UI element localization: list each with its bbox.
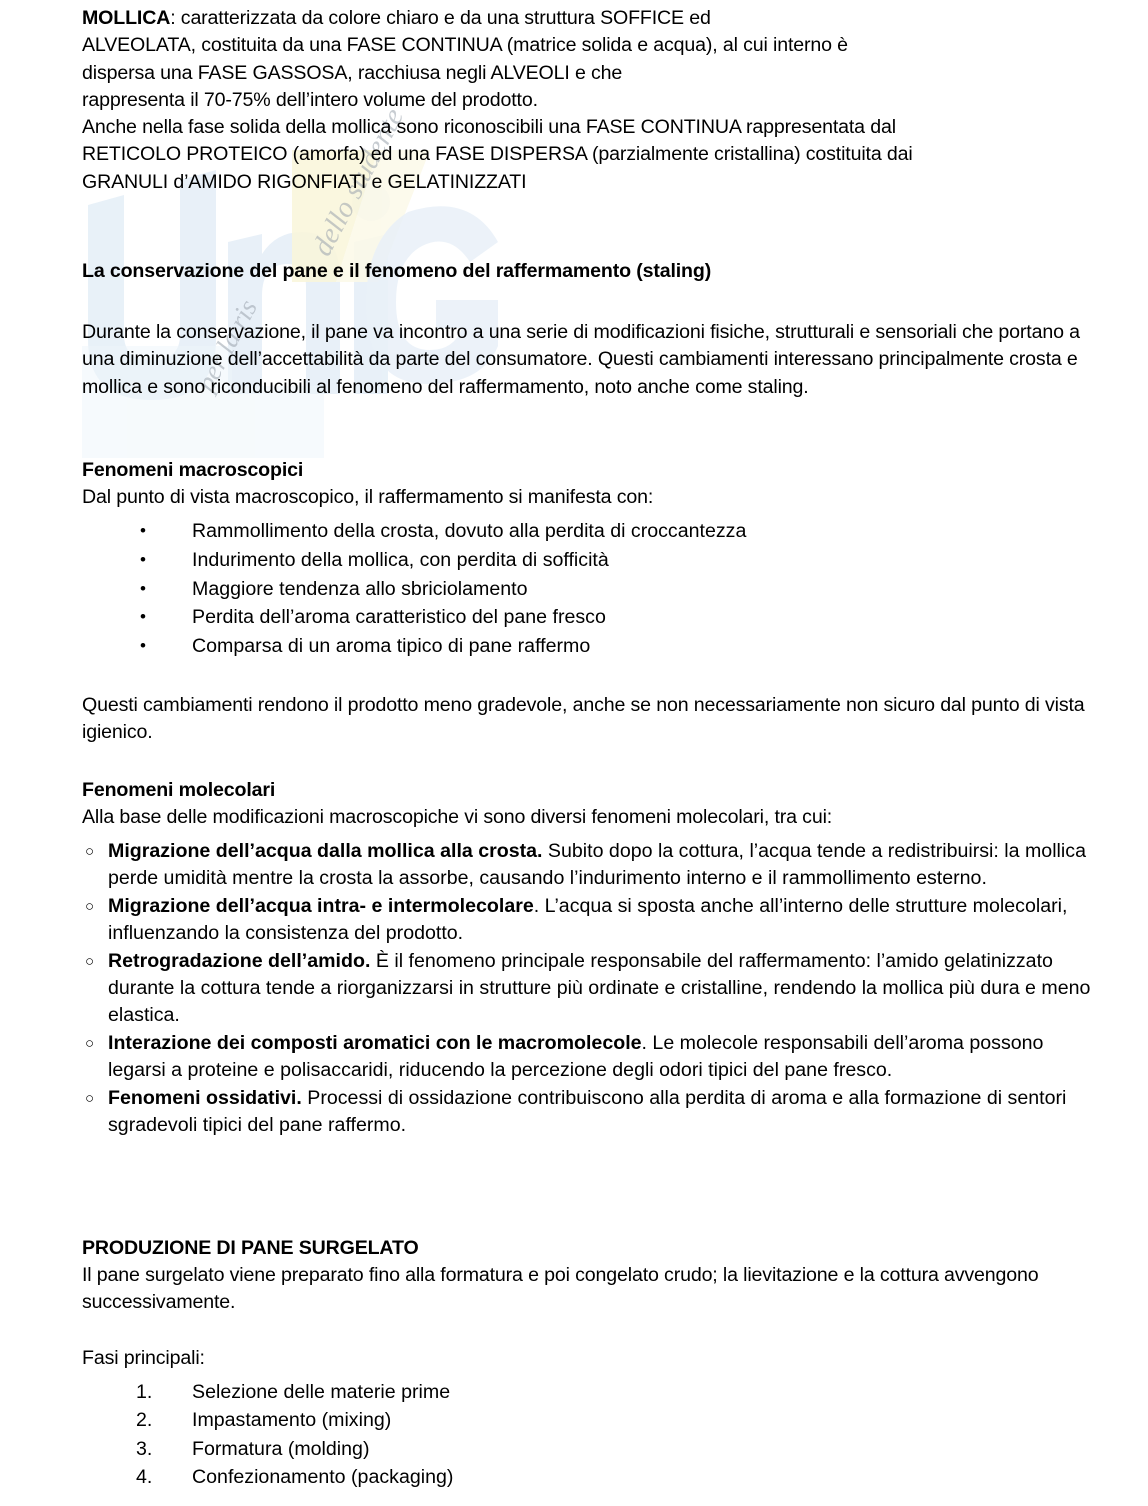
bullet-disc-icon: •	[140, 607, 146, 627]
list-item	[82, 1407, 1102, 1434]
paragraph-surgelato: Il pane surgelato viene preparato fino alla formatura e poi congelato crudo; la lievitazione e la cottura avvengono successivamente.	[82, 1264, 1039, 1314]
intro-line-0	[82, 5, 1102, 32]
list-item-bold: Migrazione dell’acqua intra- e intermolecolare	[108, 894, 534, 917]
list-item-bold: Migrazione dell’acqua dalla mollica alla crosta.	[108, 840, 543, 862]
bullet-circle-icon: ○	[85, 843, 95, 860]
list-item-number: 3.	[136, 1437, 153, 1460]
list-item-label: Selezione delle materie prime	[192, 1381, 451, 1403]
list-fasi-principali	[82, 1379, 1102, 1492]
list-item-label: Perdita dell’aroma caratteristico del pane fresco	[192, 606, 606, 629]
bullet-disc-icon: •	[140, 636, 146, 656]
intro-line-1: ALVEOLATA, costituita da una FASE CONTINUA (matrice solida e acqua), al cui interno è	[82, 34, 848, 57]
list-item	[82, 518, 1102, 545]
bullet-circle-icon: ○	[85, 1089, 95, 1107]
list-item-rest: È il fenomeno principale responsabile del raffermamento: l’amido gelatinizzato durante la cottura tende a riorganizzarsi in strutture più ordinate e cristalline, rendendo la mollica più dura e meno elastica.	[108, 949, 1091, 1027]
list-molecolari	[82, 838, 1106, 1139]
list-item-bold: Interazione dei composti aromatici con le macromolecole	[108, 1031, 642, 1054]
list-item-label: Comparsa di un aroma tipico di pane raffermo	[192, 635, 591, 658]
list-macroscopici	[82, 518, 1102, 662]
paragraph-conservazione: Durante la conservazione, il pane va incontro a una serie di modificazioni fisiche, strutturali e sensoriali che portano a una diminuzione dell’accettabilità da parte del consumatore. Questi cambiamenti interessano principalmente crosta e mollica e sono riconducibili al fenomeno del raffermamento, noto anche come staling.	[82, 321, 1080, 398]
bullet-disc-icon: •	[140, 578, 146, 598]
mollica-label: MOLLICA	[82, 7, 171, 29]
intro-line-5: RETICOLO PROTEICO (amorfa) ed una FASE DISPERSA (parzialmente cristallina) costituita dai	[82, 143, 913, 166]
list-item-rest: Processi di ossidazione contribuiscono alla perdita di aroma e alla formazione di sentori sgradevoli tipici del pane raffermo.	[108, 1086, 1067, 1137]
list-item	[82, 948, 1106, 1030]
list-item-number: 1.	[136, 1381, 153, 1403]
list-intro-surgelato: Fasi principali:	[82, 1347, 205, 1369]
bullet-circle-icon: ○	[85, 952, 95, 970]
list-item-rest: . L’acqua si sposta anche all’interno delle strutture molecolari, influenzando la consistenza del prodotto.	[108, 894, 1068, 945]
bullet-disc-icon: •	[140, 521, 146, 540]
list-item-label: Formatura (molding)	[192, 1437, 370, 1460]
heading-molecolari: Fenomeni molecolari	[82, 779, 276, 801]
list-item-number: 2.	[136, 1409, 153, 1432]
list-item	[82, 1030, 1106, 1085]
list-item-label: Indurimento della mollica, con perdita di sofficità	[192, 548, 609, 571]
intro-line-6: GRANULI d’AMIDO RIGONFIATI e GELATINIZZATI	[82, 170, 527, 193]
intro-line-4: Anche nella fase solida della mollica sono riconoscibili una FASE CONTINUA rappresentata dal	[82, 116, 896, 139]
list-item	[82, 1379, 1102, 1406]
list-item	[82, 633, 1102, 660]
intro-macroscopici: Dal punto di vista macroscopico, il raffermamento si manifesta con:	[82, 486, 654, 508]
list-item-label: Impastamento (mixing)	[192, 1409, 392, 1432]
heading-macroscopici: Fenomeni macroscopici	[82, 459, 304, 481]
list-item	[82, 893, 1106, 948]
list-item-label: Rammollimento della crosta, dovuto alla perdita di croccantezza	[192, 520, 747, 542]
bullet-disc-icon: •	[140, 549, 146, 569]
watermark-rotated-top: dello studente	[306, 103, 411, 262]
list-item	[82, 1085, 1106, 1140]
heading-conservazione: La conservazione del pane e il fenomeno del raffermamento (staling)	[82, 260, 712, 282]
intro-line-2: dispersa una FASE GASSOSA, racchiusa negli ALVEOLI e che	[82, 61, 623, 84]
list-item-label: Confezionamento (packaging)	[192, 1465, 454, 1488]
list-item-bold: Fenomeni ossidativi.	[108, 1086, 302, 1109]
intro-line-0-text: : caratterizzata da colore chiaro e da una struttura SOFFICE ed	[170, 7, 711, 29]
intro-line-3: rappresenta il 70-75% dell’intero volume del prodotto.	[82, 88, 538, 111]
watermark-logo-icon	[78, 150, 518, 480]
list-item-bold: Retrogradazione dell’amido.	[108, 949, 371, 972]
heading-surgelato: PRODUZIONE DI PANE SURGELATO	[82, 1237, 419, 1259]
list-item	[82, 838, 1106, 893]
intro-block	[82, 5, 1102, 196]
intro-molecolari: Alla base delle modificazioni macroscopiche vi sono diversi fenomeni molecolari, tra cui:	[82, 806, 833, 828]
list-item	[82, 1464, 1102, 1491]
list-item	[82, 604, 1102, 631]
bullet-circle-icon: ○	[85, 1034, 95, 1052]
list-item	[82, 576, 1102, 603]
list-item-rest: Subito dopo la cottura, l’acqua tende a redistribuirsi: la mollica perde umidità mentre la crosta la assorbe, causando l’indurimento interno e il rammollimento esterno.	[108, 840, 1086, 890]
list-item	[82, 547, 1102, 574]
list-item-number: 4.	[136, 1465, 153, 1488]
list-item	[82, 1436, 1102, 1463]
list-item-rest: . Le molecole responsabili dell’aroma possono legarsi a proteine e polisaccaridi, riducendo la percezione degli odori tipici del pane fresco.	[108, 1031, 1044, 1082]
list-item-label: Maggiore tendenza allo sbriciolamento	[192, 577, 528, 600]
watermark-rotated-bottom: per la ris	[190, 294, 263, 397]
bullet-circle-icon: ○	[85, 897, 95, 915]
closing-macroscopici: Questi cambiamenti rendono il prodotto meno gradevole, anche se non necessariamente non sicuro dal punto di vista igienico.	[82, 694, 1085, 744]
